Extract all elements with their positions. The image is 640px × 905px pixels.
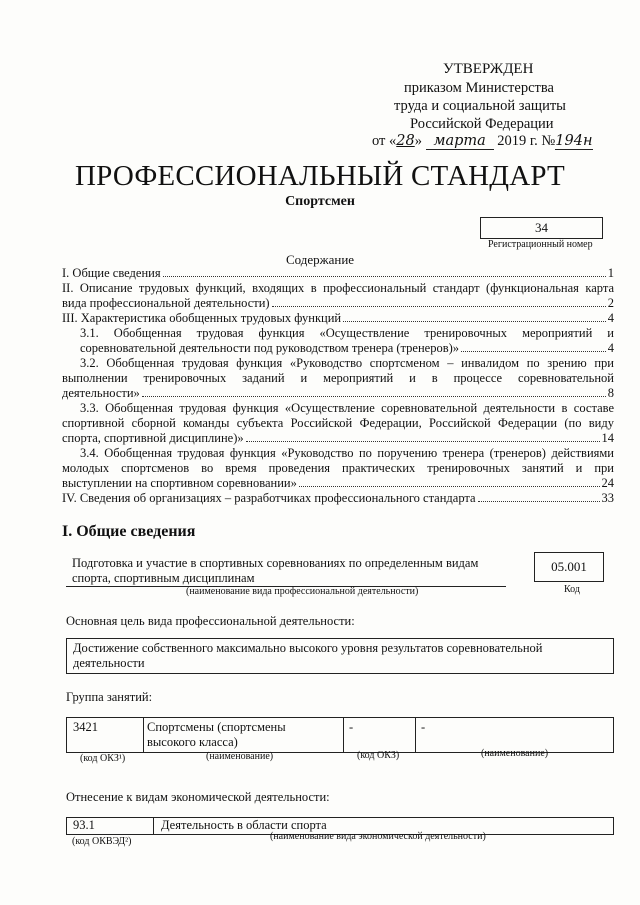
approval-line: Российской Федерации [410, 116, 554, 132]
toc-entry-text: III. Характеристика обобщенных трудовых функций [62, 311, 342, 325]
toc-entry-text: спортивной сборной команды субъекта Российской Федерации, Российской Федерации (по виду [62, 416, 614, 430]
econ-label: Отнесение к видам экономической деятельности: [66, 790, 330, 804]
toc-entry[interactable] [62, 281, 614, 311]
approval-line: приказом Министерства [404, 80, 554, 96]
toc-entry-text: деятельности» [62, 386, 140, 400]
name-caption: (наименование) [206, 751, 274, 762]
toc-leader [461, 350, 606, 352]
toc-entry-text: 3.2. Обобщенная трудовая функция «Руководство спортсменом – инвалидом по зрению при [80, 356, 614, 370]
cell-divider [343, 718, 344, 752]
occupation-code-2: - [349, 720, 354, 734]
toc-entry-text: II. Описание трудовых функций, входящих в профессиональный стандарт (функциональная карта [62, 281, 614, 295]
toc-leader [142, 395, 606, 397]
occupation-name: Спортсмены (спортсмены [147, 720, 286, 734]
order-number: 194н [555, 133, 593, 149]
toc-page: 8 [607, 386, 614, 400]
toc-entry-text: I. Общие сведения [62, 266, 161, 280]
toc-page: 4 [607, 311, 614, 325]
toc-entry-text: выступлении на спортивном соревновании» [62, 476, 297, 490]
toc-leader [343, 320, 606, 322]
goal-text: деятельности [73, 656, 145, 670]
activity-caption: (наименование вида профессиональной деятельности) [186, 586, 419, 597]
toc-entry[interactable] [62, 446, 614, 491]
occupation-code: 3421 [73, 720, 98, 734]
toc-entry-text: соревновательной деятельности под руководством тренера (тренеров)» [80, 341, 460, 355]
toc-page: 24 [601, 476, 614, 490]
toc-entry-text: спорта, спортивной дисциплине)» [62, 431, 244, 445]
toc-entry-text: выполнении тренировочных заданий и мероприятий и в процессе соревновательной [62, 371, 614, 385]
toc-entry[interactable] [62, 266, 614, 281]
occupations-label: Группа занятий: [66, 690, 153, 704]
occupation-name-2: - [421, 720, 426, 734]
toc-page: 2 [607, 296, 614, 310]
okz-caption: (код ОКЗ¹) [80, 753, 126, 764]
date-day: 28 [396, 133, 415, 149]
toc-entry-text: вида профессиональной деятельности) [62, 296, 270, 310]
date-prefix: от « [372, 133, 397, 149]
toc-page: 14 [601, 431, 614, 445]
toc-leader [163, 275, 606, 277]
section-heading: I. Общие сведения [62, 523, 196, 540]
toc-page: 4 [607, 341, 614, 355]
toc-leader [246, 440, 600, 442]
toc-entry[interactable] [62, 311, 614, 326]
activity-name-line: Подготовка и участие в спортивных соревнованиях по определенным видам [72, 556, 479, 570]
toc-entry[interactable] [62, 491, 614, 506]
goal-text: Достижение собственного максимально высокого уровня результатов соревновательной [73, 641, 543, 655]
activity-code: 05.001 [534, 552, 604, 582]
approval-date [372, 132, 593, 151]
name-caption-2: (наименование) [481, 748, 549, 759]
toc-entry[interactable] [62, 356, 614, 401]
econ-name-caption: (наименование вида экономической деятельности) [270, 831, 486, 842]
document-subtitle: Спортсмен [285, 194, 355, 209]
cell-divider [143, 718, 144, 752]
toc-heading: Содержание [285, 252, 355, 267]
toc-entry-text: 3.4. Обобщенная трудовая функция «Руководство по поручению тренера (тренеров) действиями [80, 446, 614, 460]
activity-name-line: спорта, спортивным дисциплинам [72, 571, 255, 585]
okz-caption-2: (код ОКЗ) [357, 750, 400, 761]
toc-page: 33 [601, 491, 614, 505]
registration-caption: Регистрационный номер [488, 239, 593, 250]
code-caption: Код [564, 584, 580, 595]
toc-entry[interactable] [80, 326, 614, 356]
cell-divider [415, 718, 416, 752]
date-year: 2019 г. № [497, 133, 556, 149]
toc-entry-text: 3.3. Обобщенная трудовая функция «Осуществление соревновательной деятельности в составе [80, 401, 614, 415]
toc-entry-text: IV. Сведения об организациях – разработчиках профессионального стандарта [62, 491, 476, 505]
approval-line: труда и социальной защиты [394, 98, 566, 114]
goal-label: Основная цель вида профессиональной деятельности: [66, 614, 355, 628]
toc-leader [299, 485, 600, 487]
goal-box [66, 638, 614, 674]
okved-caption: (код ОКВЭД²) [72, 836, 132, 847]
toc-page: 1 [607, 266, 614, 280]
document-title: ПРОФЕССИОНАЛЬНЫЙ СТАНДАРТ [75, 160, 565, 192]
econ-name: Деятельность в области спорта [161, 818, 327, 832]
toc-leader [272, 305, 606, 307]
toc-entry-text: молодых спортсменов во время проведения практических тренировочных занятий и при [62, 461, 614, 475]
cell-divider [153, 818, 154, 834]
approval-heading: УТВЕРЖДЕН [443, 61, 534, 77]
toc-leader [478, 500, 600, 502]
table-of-contents [62, 266, 614, 506]
econ-code: 93.1 [73, 818, 95, 832]
toc-entry[interactable] [62, 401, 614, 446]
toc-entry-text: 3.1. Обобщенная трудовая функция «Осуществление тренировочных мероприятий и [80, 326, 614, 340]
date-quote: » [414, 133, 422, 149]
occupation-name: высокого класса) [147, 735, 238, 749]
registration-number: 34 [480, 217, 603, 239]
date-month: марта [426, 134, 494, 150]
